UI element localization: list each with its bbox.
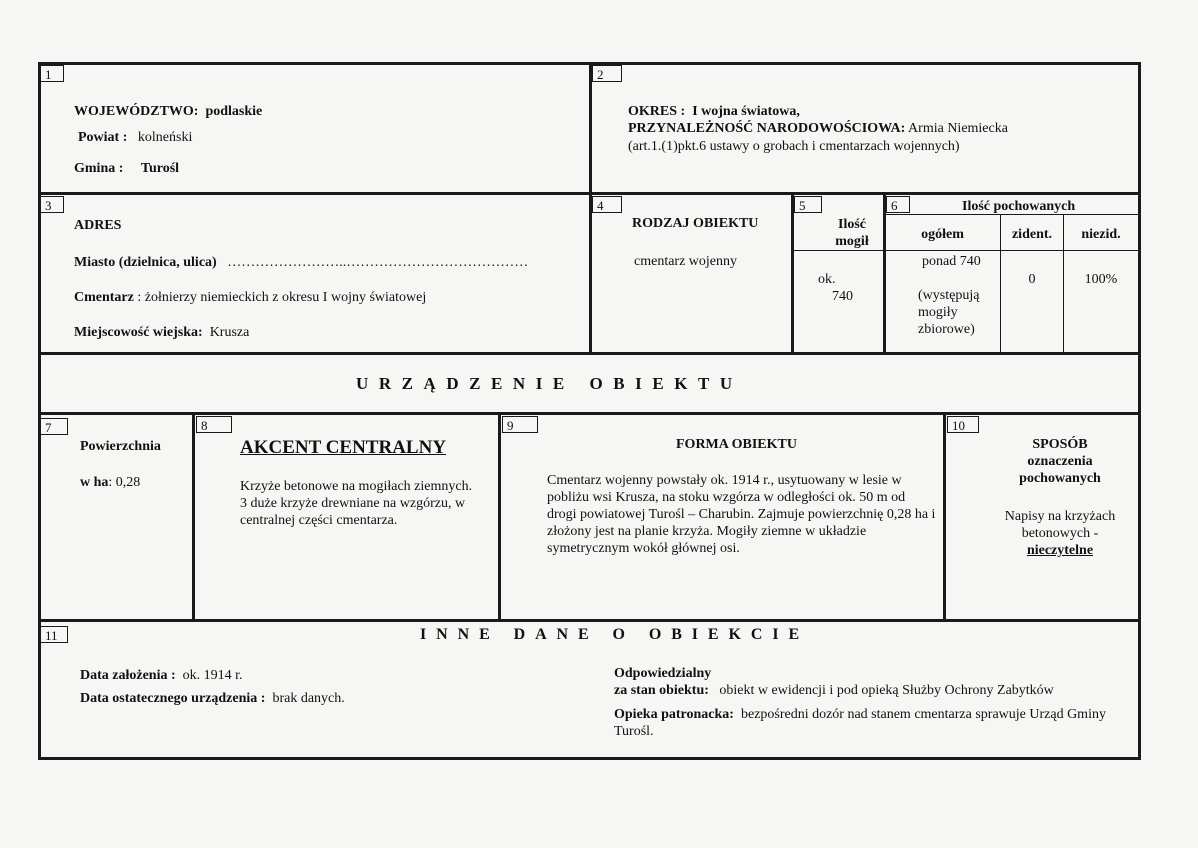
ilosc-mogil-value-line2: 740 — [832, 289, 853, 304]
col-ogolem-header: ogółem — [921, 227, 964, 242]
frame-left — [38, 62, 41, 760]
forma-obiektu-title: FORMA OBIEKTU — [676, 437, 797, 452]
data-urzadzenia-value: brak danych. — [272, 691, 345, 706]
col-divider-5 — [791, 192, 794, 355]
inne-dane-title: INNE DANE O OBIEKCIE — [420, 626, 810, 643]
okres-line — [628, 103, 800, 120]
miejscowosc-line — [74, 324, 249, 341]
box5-number: 5 — [794, 196, 822, 213]
rodzaj-obiektu-title: RODZAJ OBIEKTU — [632, 216, 759, 231]
ogolem-value — [918, 253, 981, 338]
sposob-title — [985, 436, 1135, 487]
box10-number: 10 — [947, 416, 979, 433]
ilosc-mogil-value — [818, 271, 853, 305]
przynaleznosc-label: PRZYNALEŻNOŚĆ NARODOWOŚCIOWA: — [628, 121, 906, 136]
powierzchnia-title: Powierzchnia — [80, 439, 161, 454]
col-divider-9 — [943, 412, 946, 622]
data-urzadzenia-line — [80, 690, 345, 707]
ogolem-line2: (występują — [918, 288, 980, 303]
gmina-label: Gmina : — [74, 161, 124, 176]
forma-obiektu-text: Cmentarz wojenny powstały ok. 1914 r., usytuowany w lesie w pobliżu wsi Krusza, na stoku wzgórza w odległości ok. 50 m od drogi powiatowej Turośl – Charubin. Zajmuje powierzchnię 0,28 ha i złożony jest na planie krzyża. Mogiły ziemne w układzie symetrycznym wokół głównej osi. — [547, 473, 936, 556]
odpowiedzialny-value: obiekt w ewidencji i pod opieką Służby Ochrony Zabytków — [719, 683, 1054, 698]
ustawa-note: (art.1.(1)pkt.6 ustawy o grobach i cmentarzach wojennych) — [628, 139, 960, 154]
wojewodztwo-value: podlaskie — [205, 104, 263, 119]
powierzchnia-line — [80, 474, 140, 491]
powiat-value: kolneński — [137, 130, 193, 145]
wojewodztwo-line — [74, 103, 262, 120]
akcent-centralny-title: AKCENT CENTRALNY — [240, 437, 447, 458]
sposob-text-body: Napisy na krzyżach betonowych - — [1004, 509, 1116, 541]
gmina-value: Turośl — [140, 161, 180, 176]
okres-value: I wojna światowa, — [692, 104, 800, 119]
cmentarz-label: Cmentarz — [74, 290, 134, 305]
box8-number: 8 — [196, 416, 232, 433]
box2-number: 2 — [592, 65, 622, 82]
odpowiedzialny-label-1: Odpowiedzialny — [614, 666, 712, 681]
ilosc-pochowanych-title: Ilość pochowanych — [962, 199, 1076, 214]
col-niezid-header: niezid. — [1081, 227, 1121, 242]
odpowiedzialny-line — [614, 682, 1054, 699]
box6-number: 6 — [886, 196, 910, 213]
miejscowosc-value: Krusza — [209, 325, 250, 340]
row-divider-3 — [38, 412, 1141, 415]
cmentarz-value: : żołnierzy niemieckich z okresu I wojny światowej — [137, 290, 427, 305]
miejscowosc-label: Miejscowość wiejska: — [74, 325, 203, 340]
box456-subheader-line — [792, 250, 1138, 251]
ilosc-mogil-title — [820, 216, 884, 250]
adres-title: ADRES — [74, 218, 122, 233]
sposob-title-line3: pochowanych — [1019, 471, 1101, 486]
akcent-centralny-text: Krzyże betonowe na mogiłach ziemnych. 3 duże krzyże drewniane na wzgórzu, w centralnej części cmentarza. — [240, 479, 473, 528]
box3-number: 3 — [40, 196, 64, 213]
miasto-label: Miasto (dzielnica, ulica) — [74, 255, 217, 270]
ogolem-line4: zbiorowe) — [918, 322, 975, 337]
rodzaj-obiektu-value: cmentarz wojenny — [634, 254, 738, 269]
box7-number: 7 — [40, 418, 68, 435]
data-zalozenia-value: ok. 1914 r. — [182, 668, 243, 683]
ilosc-mogil-value-line1: ok. — [818, 272, 836, 287]
col-zident-header: zident. — [1011, 227, 1053, 242]
frame-right — [1138, 62, 1141, 760]
sposob-title-line1: SPOSÓB — [1032, 437, 1088, 452]
ogolem-line1: ponad 740 — [922, 254, 981, 269]
frame-bottom — [38, 757, 1141, 760]
row-divider-4 — [38, 619, 1141, 622]
gmina-line — [74, 160, 179, 177]
opieka-value: bezpośredni dozór nad stanem cmentarza sprawuje Urząd Gminy Turośl. — [614, 707, 1106, 739]
ilosc-mogil-title-line1: Ilość — [838, 217, 866, 232]
cmentarz-line — [74, 289, 426, 306]
ogolem-line3: mogiły — [918, 305, 958, 320]
przynaleznosc-value: Armia Niemiecka — [908, 121, 1008, 136]
okres-label: OKRES : — [628, 104, 686, 119]
box9-number: 9 — [502, 416, 538, 433]
odpowiedzialny-label-2: za stan obiektu: — [614, 683, 709, 698]
ha-value: : 0,28 — [108, 475, 141, 490]
col-divider-7 — [192, 412, 195, 622]
ilosc-mogil-title-line2: mogił — [835, 234, 869, 249]
urzadzenie-obiektu-title: URZĄDZENIE OBIEKTU — [356, 374, 743, 393]
sposob-title-line2: oznaczenia — [1027, 454, 1093, 469]
miasto-line — [74, 254, 528, 271]
przynaleznosc-line — [628, 120, 1008, 137]
box4-number: 4 — [592, 196, 622, 213]
sposob-nieczytelne: nieczytelne — [1026, 543, 1094, 558]
niezid-value: 100% — [1084, 272, 1118, 287]
powiat-line — [78, 129, 192, 146]
ha-label: w ha — [80, 475, 109, 490]
miasto-value: ……………………..………………………………… — [227, 255, 529, 270]
data-zalozenia-line — [80, 667, 243, 684]
data-zalozenia-label: Data założenia : — [80, 668, 176, 683]
col-divider-8 — [498, 412, 501, 622]
opieka-patronacka — [614, 706, 1129, 740]
powiat-label: Powiat : — [78, 130, 128, 145]
box11-number: 11 — [40, 626, 68, 643]
data-urzadzenia-label: Data ostatecznego urządzenia : — [80, 691, 266, 706]
wojewodztwo-label: WOJEWÓDZTWO: — [74, 104, 199, 119]
zident-value: 0 — [1028, 272, 1036, 287]
box1-number: 1 — [40, 65, 64, 82]
opieka-label: Opieka patronacka: — [614, 707, 734, 722]
sposob-text — [985, 508, 1135, 559]
